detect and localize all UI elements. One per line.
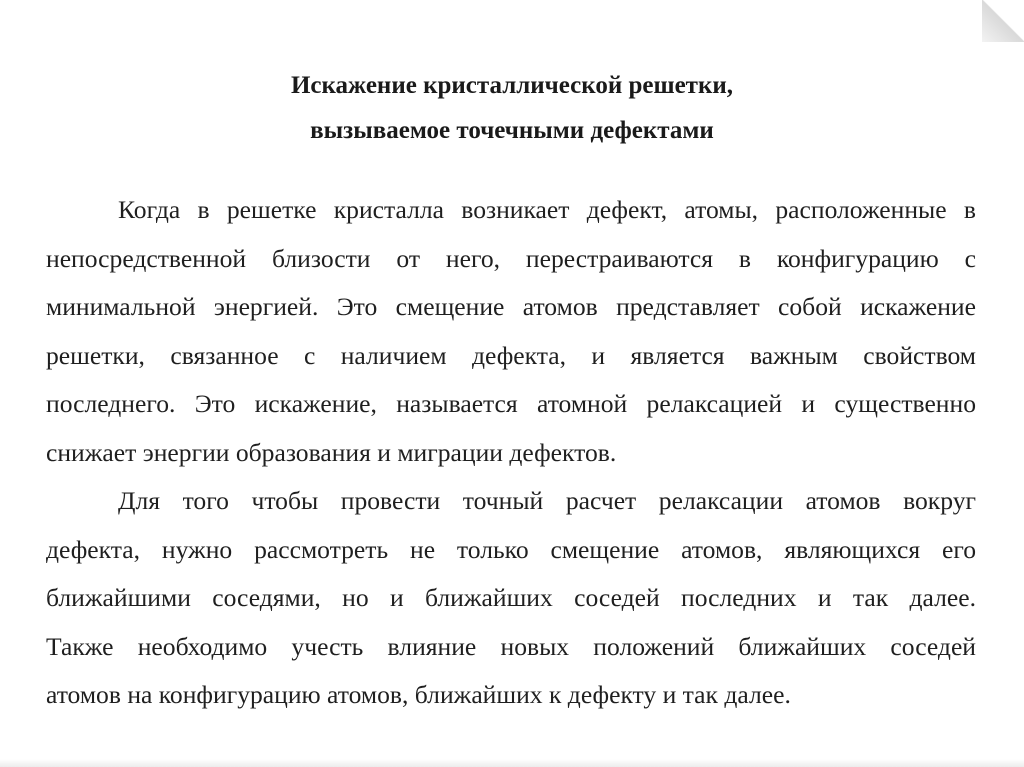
document-body <box>46 186 976 720</box>
page-fold-corner <box>982 0 1024 42</box>
paragraph-line: ближайшими соседями, но и ближайших соседей последних и так далее. <box>46 583 976 612</box>
paragraph-line: решетки, связанное с наличием дефекта, и является важным свойством <box>46 340 976 370</box>
document-title-line-1: Искажение кристаллической решетки, <box>290 72 734 99</box>
paragraph-line: последнего. Это искажение, называется атомной релаксацией и существенно <box>46 389 976 418</box>
paragraph-line: дефекта, нужно рассмотреть не только смещение атомов, являющихся его <box>46 534 976 564</box>
paragraph-2 <box>46 477 976 720</box>
paragraph-line: Также необходимо учесть влияние новых положений ближайших соседей <box>46 631 976 661</box>
paragraph-line: минимальной энергией. Это смещение атомов представляет собой искажение <box>46 292 976 321</box>
paragraph-line: Для того чтобы провести точный расчет релаксации атомов вокруг <box>118 486 976 515</box>
paragraph-line: атомов на конфигурацию атомов, ближайших к дефекту и так далее. <box>46 680 791 709</box>
document-title-line-2: вызываемое точечными дефектами <box>310 117 714 144</box>
paragraph-line: Когда в решетке кристалла возникает дефект, атомы, расположенные в <box>118 195 976 224</box>
page-bottom-edge <box>0 759 1024 767</box>
paragraph-line: непосредственной близости от него, перестраиваются в конфигурацию с <box>46 243 976 273</box>
paragraph-1 <box>46 186 976 477</box>
paragraph-line: снижает энергии образования и миграции дефектов. <box>46 437 617 467</box>
